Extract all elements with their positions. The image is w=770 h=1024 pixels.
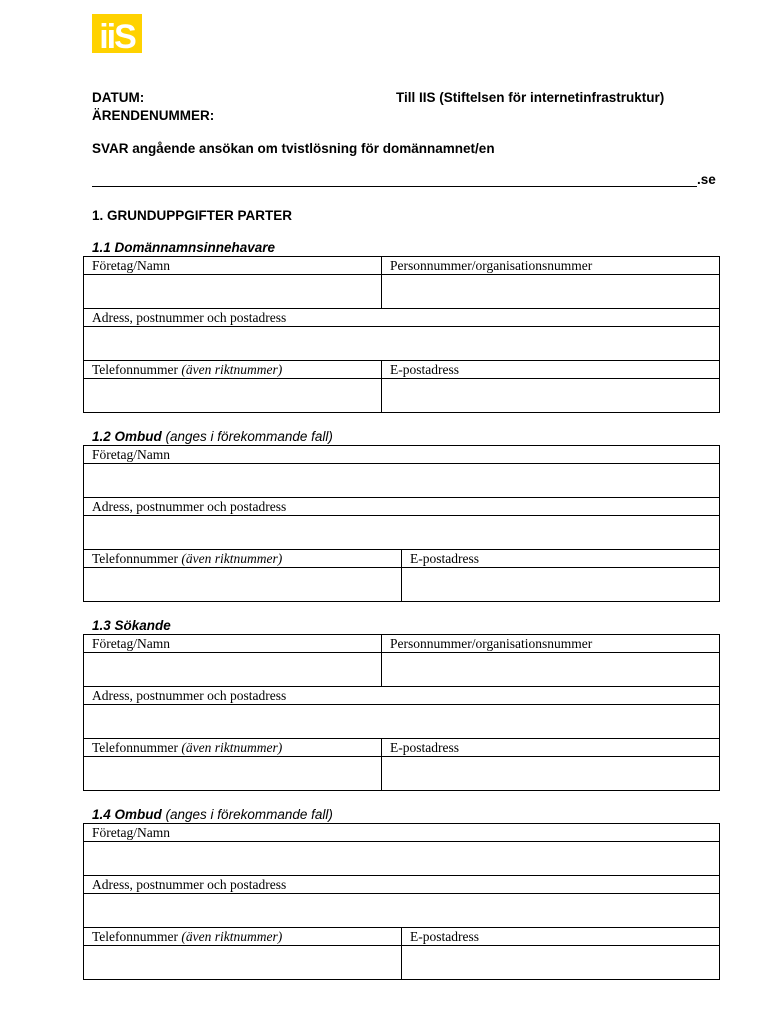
part-1-2-form: [83, 445, 720, 602]
address-label: Adress, postnummer och postadress: [84, 876, 720, 894]
address-field[interactable]: [84, 894, 720, 928]
address-field[interactable]: [84, 705, 720, 739]
company-label: Företag/Namn: [84, 824, 720, 842]
address-label: Adress, postnummer och postadress: [84, 498, 720, 516]
company-label: Företag/Namn: [84, 635, 382, 653]
recipient-text: Till IIS (Stiftelsen för internetinfrastruktur): [396, 90, 665, 105]
part-1-1-form: [83, 256, 720, 413]
orgnr-field[interactable]: [382, 653, 720, 687]
datum-label: DATUM:: [92, 90, 145, 105]
section-1-title: 1. GRUNDUPPGIFTER PARTER: [92, 208, 293, 223]
part-1-3-title: 1.3 Sökande: [92, 618, 171, 633]
company-field[interactable]: [84, 275, 382, 309]
orgnr-label: Personnummer/organisationsnummer: [382, 635, 720, 653]
email-field[interactable]: [402, 568, 720, 602]
email-label: E-postadress: [382, 739, 720, 757]
address-label: Adress, postnummer och postadress: [84, 687, 720, 705]
domain-name-line[interactable]: [92, 186, 697, 187]
phone-field[interactable]: [84, 946, 402, 980]
part-1-4-form: [83, 823, 720, 980]
email-label: E-postadress: [402, 550, 720, 568]
company-label: Företag/Namn: [84, 257, 382, 275]
phone-field[interactable]: [84, 568, 402, 602]
email-field[interactable]: [382, 379, 720, 413]
email-label: E-postadress: [402, 928, 720, 946]
company-field[interactable]: [84, 842, 720, 876]
iis-logo: [92, 14, 142, 53]
svg-text:iiS: iiS: [99, 18, 135, 53]
part-1-4-title: 1.4 Ombud (anges i förekommande fall): [92, 807, 333, 822]
phone-label: Telefonnummer (även riktnummer): [84, 550, 402, 568]
address-field[interactable]: [84, 327, 720, 361]
part-1-2-title: 1.2 Ombud (anges i förekommande fall): [92, 429, 333, 444]
company-label: Företag/Namn: [84, 446, 720, 464]
orgnr-label: Personnummer/organisationsnummer: [382, 257, 720, 275]
address-label: Adress, postnummer och postadress: [84, 309, 720, 327]
orgnr-field[interactable]: [382, 275, 720, 309]
address-field[interactable]: [84, 516, 720, 550]
phone-field[interactable]: [84, 757, 382, 791]
part-1-3-form: [83, 634, 720, 791]
phone-label: Telefonnummer (även riktnummer): [84, 739, 382, 757]
domain-suffix: .se: [697, 172, 716, 187]
subject-text: SVAR angående ansökan om tvistlösning för domännamnet/en: [92, 141, 495, 156]
company-field[interactable]: [84, 653, 382, 687]
phone-label: Telefonnummer (även riktnummer): [84, 361, 382, 379]
email-field[interactable]: [402, 946, 720, 980]
part-1-1-title: 1.1 Domännamnsinnehavare: [92, 240, 276, 255]
phone-label: Telefonnummer (även riktnummer): [84, 928, 402, 946]
company-field[interactable]: [84, 464, 720, 498]
phone-field[interactable]: [84, 379, 382, 413]
email-label: E-postadress: [382, 361, 720, 379]
email-field[interactable]: [382, 757, 720, 791]
arendenummer-label: ÄRENDENUMMER:: [92, 108, 215, 123]
